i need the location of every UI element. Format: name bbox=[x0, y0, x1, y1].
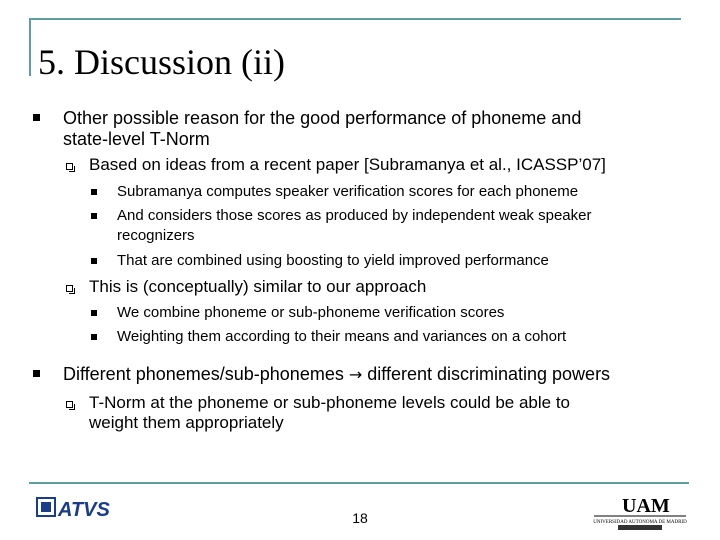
uam-logo bbox=[592, 492, 688, 532]
sub-bullet-hollow-icon bbox=[66, 401, 73, 408]
bullet-2-line bbox=[63, 364, 610, 385]
title-frame-vertical bbox=[29, 18, 31, 76]
footer-divider bbox=[29, 482, 689, 484]
item-1-2-1: We combine phoneme or sub-phoneme verification scores bbox=[117, 304, 505, 321]
bullet-1-line-1: Other possible reason for the good performance of phoneme and bbox=[63, 108, 582, 128]
item-1-1-1: Subramanya computes speaker verification scores for each phoneme bbox=[117, 183, 579, 200]
bullet-square-icon bbox=[33, 114, 40, 121]
item-1-1-3: That are combined using boosting to yield improved performance bbox=[117, 252, 549, 269]
item-square-icon bbox=[91, 310, 97, 316]
bullet-1-line-2: state-level T-Norm bbox=[63, 129, 210, 149]
item-square-icon bbox=[91, 189, 97, 195]
title-frame-horizontal bbox=[29, 18, 681, 20]
item-1-2-2: Weighting them according to their means and variances on a cohort bbox=[117, 328, 567, 345]
item-square-icon bbox=[91, 334, 97, 340]
sub-bullet-1-2: This is (conceptually) similar to our approach bbox=[89, 277, 427, 296]
item-1-1-2-line-1: And considers those scores as produced by independent weak speaker bbox=[117, 207, 592, 224]
bullet-2-before-arrow: Different phonemes/sub-phonemes bbox=[63, 364, 344, 384]
uam-logo-subtext: UNIVERSIDAD AUTONOMA DE MADRID bbox=[593, 520, 687, 525]
uam-logo-text: UAM bbox=[622, 495, 670, 517]
sub-bullet-2-1-line-1: T-Norm at the phoneme or sub-phoneme levels could be able to bbox=[89, 393, 570, 412]
right-arrow-icon: → bbox=[348, 365, 363, 384]
bullet-2-after-arrow: different discriminating powers bbox=[367, 364, 611, 384]
slide-title: 5. Discussion (ii) bbox=[38, 42, 285, 82]
item-square-icon bbox=[91, 258, 97, 264]
sub-bullet-2-1-line-2: weight them appropriately bbox=[89, 413, 284, 432]
sub-bullet-hollow-icon bbox=[66, 163, 73, 170]
item-1-1-2-line-2: recognizers bbox=[117, 227, 195, 244]
item-square-icon bbox=[91, 213, 97, 219]
sub-bullet-1-1: Based on ideas from a recent paper [Subramanya et al., ICASSP’07] bbox=[89, 155, 606, 174]
bullet-square-icon bbox=[33, 370, 40, 377]
atvs-logo bbox=[36, 494, 116, 524]
page-number: 18 bbox=[352, 510, 368, 526]
sub-bullet-hollow-icon bbox=[66, 285, 73, 292]
atvs-logo-text: ATVS bbox=[58, 499, 110, 521]
